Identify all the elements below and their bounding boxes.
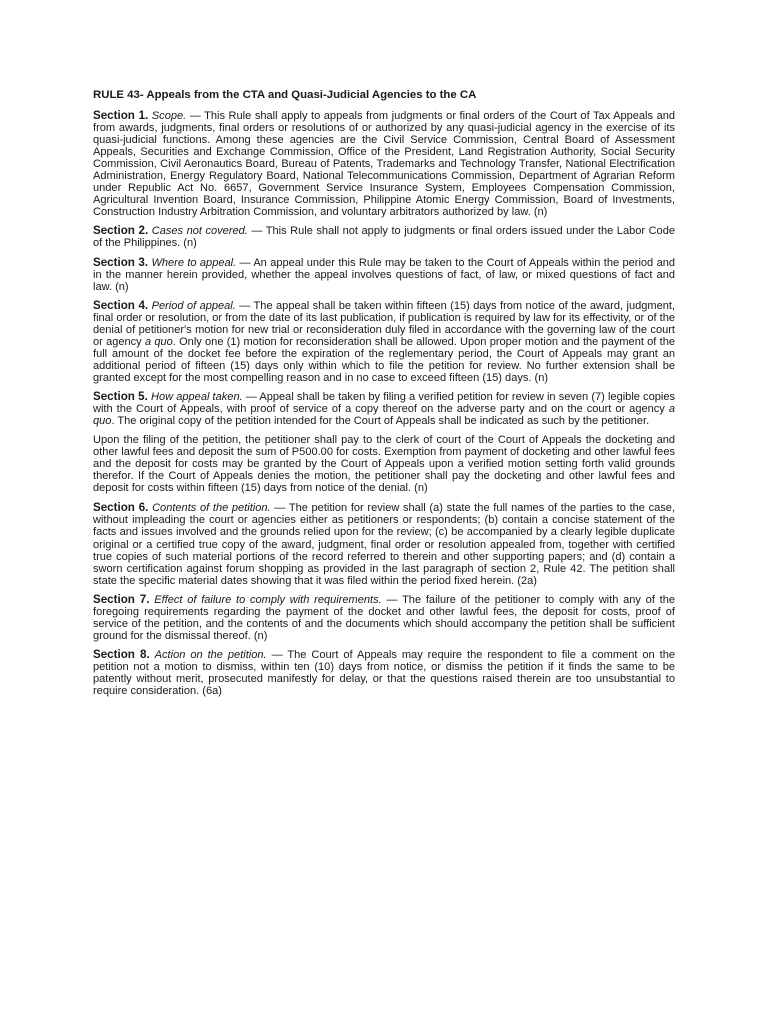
section-2 [93,225,675,249]
section-5-text-after: . The original copy of the petition intended for the Court of Appeals shall be indicated as such by the petitioner. [111,415,650,428]
section-8-title: Action on the petition. [154,648,267,661]
section-7 [93,594,675,642]
section-5-label: Section 5. [93,389,148,403]
section-3-text: — An appeal under this Rule may be taken to the Court of Appeals within the period and in the manner herein provided, whether the appeal involves questions of fact, of law, or mixed questions of fact and law. (n) [93,256,675,293]
section-5-a-quo: a quo [93,403,675,428]
section-5-text-before: — Appeal shall be taken by filing a verified petition for review in seven (7) legible copies with the Court of Appeals, with proof of service of a copy thereof on the adverse party and on the court or agency [93,390,675,416]
section-2-label: Section 2. [93,224,149,238]
section-3-label: Section 3. [93,255,149,269]
section-1-title: Scope. [151,110,187,122]
section-6-label: Section 6. [93,501,149,515]
section-7-label: Section 7. [93,592,150,606]
section-8-text: — The Court of Appeals may require the respondent to file a comment on the petition not a motion to dismiss, within ten (10) days from notice, or dismiss the petition if it finds the same to be patently without merit, prosecuted manifestly for delay, or that the questions raised therein are too unsubstantial to require consideration. (6a) [93,648,676,698]
section-6-title: Contents of the petition. [152,502,271,515]
section-4-text-after: . Only one (1) motion for reconsideration shall be allowed. Upon proper motion and the payment of the full amount of the docket fee before the expiration of the reglementary period, the Court of Appeals may grant an additional period of fifteen (15) days only within which to file the petition for review. No further extension shall be granted except for the most compelling reason and in no case to exceed fifteen (15) days. (n) [93,335,675,384]
section-5-title: How appeal taken. [151,390,243,403]
section-4-label: Section 4. [93,298,149,312]
section-4-text-before: — The appeal shall be taken within fifteen (15) days from notice of the award, judgment, final order or resolution, or from the date of its last publication, if publication is required by law for its effectivity, or of the denial of petitioner's motion for new trial or reconsideration duly filed in accordance with the governing law of the court or agency [93,299,676,348]
section-5 [93,391,675,427]
rule-title: RULE 43- Appeals from the CTA and Quasi-Judicial Agencies to the CA [93,89,477,101]
document-page [93,88,675,704]
section-8 [93,649,675,697]
section-4-title: Period of appeal. [151,299,236,312]
section-4 [93,300,675,384]
section-1-text: — This Rule shall apply to appeals from judgments or final orders of the Court of Tax Appeals and from awards, judgments, final orders or resolutions of or authorized by any quasi-judicial agency in the exercise of its quasi-judicial functions. Among these agencies are the Civil Service Commission, Central Board of Assessment Appeals, Securities and Exchange Commission, Office of the President, Land Registration Authority, Social Security Commission, Civil Aeronautics Board, Bureau of Patents, Trademarks and Technology Transfer, National Electrification Administration, Energy Regulatory Board, National Telecommunications Commission, Department of Agrarian Reform under Republic Act No. 6657, Government Service Insurance System, Employees Compensation Commission, Agricultural Invention Board, Insurance Commission, Philippine Atomic Energy Commission, Board of Investments, Construction Industry Arbitration Commission, and voluntary arbitrators authorized by law. (n) [93,110,676,219]
section-2-title: Cases not covered. [151,225,248,238]
section-2-text: — This Rule shall not apply to judgments or final orders issued under the Labor Code of the Philippines. (n) [93,225,675,250]
section-1 [93,110,675,218]
section-3-title: Where to appeal. [151,256,237,269]
section-7-title: Effect of failure to comply with requirements. [154,593,382,606]
section-8-label: Section 8. [93,647,150,661]
section-4-a-quo: a quo [144,335,173,348]
section-7-text: — The failure of the petitioner to comply with any of the foregoing requirements regarding the payment of the docket and other lawful fees, the deposit for costs, proof of service of the petition, and the contents of and the documents which should accompany the petition shall be sufficient ground for the dismissal thereof. (n) [93,593,675,642]
section-6 [93,502,675,586]
section-3 [93,257,675,293]
section-1-label: Section 1. [93,109,149,122]
section-5-continuation: Upon the filing of the petition, the petitioner shall pay to the clerk of court of the Court of Appeals the docketing and other lawful fees and deposit the sum of P500.00 for costs. Exemption from payment of docketing and other lawful fees and the deposit for costs may be granted by the Court of Appeals upon a verified motion setting forth valid grounds therefor. If the Court of Appeals denies the motion, the petitioner shall pay the docketing and other lawful fees and deposit for costs within fifteen (15) days from notice of the denial. (n) [93,434,675,495]
section-6-text: — The petition for review shall (a) state the full names of the parties to the case, without impleading the court or agencies either as petitioners or respondents; (b) contain a concise statement of the facts and issues involved and the grounds relied upon for the review; (c) be accompanied by a clearly legible duplicate original or a certified true copy of the award, judgment, final order or resolution appealed from, together with certified true copies of such material portions of the record referred to therein and other supporting papers; and (d) contain a sworn certification against forum shopping as provided in the last paragraph of section 2, Rule 42. The petition shall state the specific material dates showing that it was filed within the period fixed herein. (2a) [93,502,676,587]
